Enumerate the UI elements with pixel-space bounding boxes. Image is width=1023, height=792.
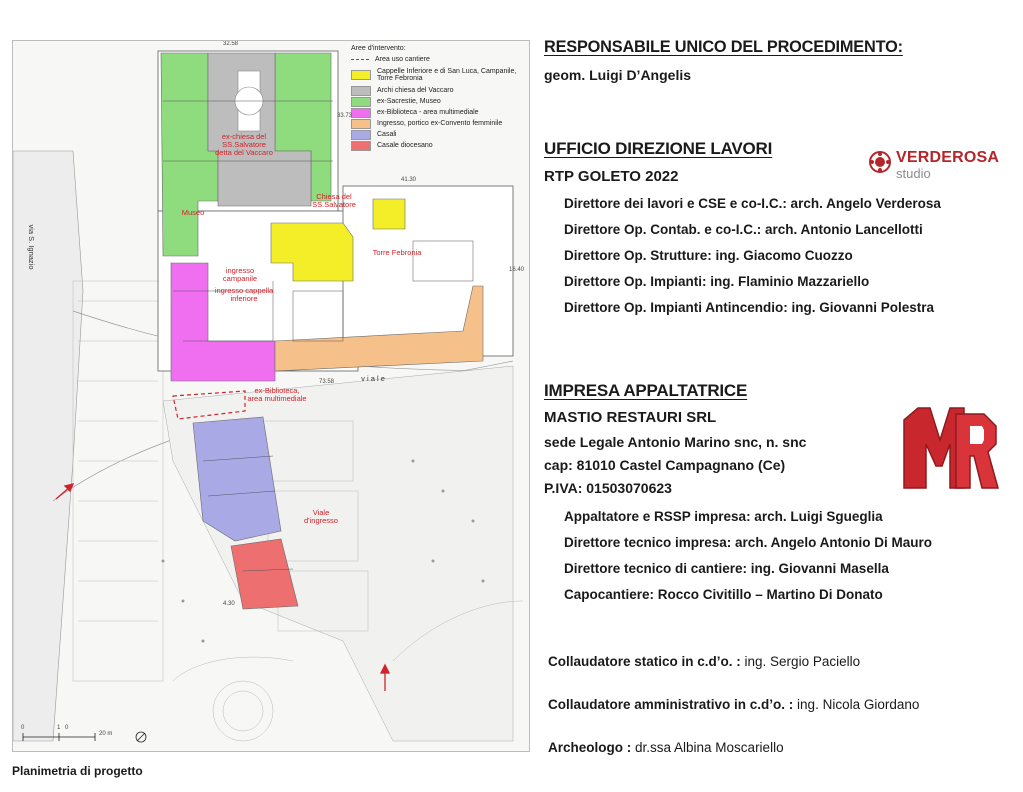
rup-heading: RESPONSABILE UNICO DEL PROCEDIMENTO: xyxy=(544,37,903,56)
legend-item: Area uso cantiere xyxy=(351,54,523,65)
label-viale: v i a l e xyxy=(361,374,385,383)
site-plan xyxy=(12,40,530,752)
udl-role: Direttore Op. Strutture: ing. Giacomo Cuozzo xyxy=(564,248,853,263)
dimension-label: 41.30 xyxy=(401,177,417,183)
legend-swatch xyxy=(351,97,371,107)
mastio-restauri-logo xyxy=(896,400,1006,492)
legend-swatch xyxy=(351,70,371,80)
impresa-address-line: cap: 81010 Castel Campagnano (Ce) xyxy=(544,457,786,473)
dimension-label: 73.58 xyxy=(319,379,335,385)
legend-swatch xyxy=(351,141,371,151)
impresa-heading: IMPRESA APPALTATRICE xyxy=(544,381,748,400)
collaudatore-statico xyxy=(548,654,860,669)
archeologo-label: Archeologo : xyxy=(548,740,632,755)
dimension-label: 32.58 xyxy=(223,41,239,47)
dimension-label: 16.40 xyxy=(509,267,525,273)
collaudatore-amministrativo xyxy=(548,697,919,712)
legend-item: Casale diocesano xyxy=(351,140,523,151)
label-chiesa-vaccaro: ex-chiesa del SS.Salvatore detta del Vaccaro xyxy=(215,132,273,157)
udl-heading: UFFICIO DIREZIONE LAVORI xyxy=(544,139,773,158)
verderosa-rose-icon xyxy=(868,150,892,174)
legend-title: Aree d'intervento: xyxy=(351,45,406,52)
legend-item: Archi chiesa del Vaccaro xyxy=(351,85,523,96)
label-museo: Museo xyxy=(181,208,205,217)
verderosa-logo xyxy=(868,146,1008,186)
verderosa-logo-sub: studio xyxy=(896,166,931,181)
rup-name: geom. Luigi D’Angelis xyxy=(544,67,692,83)
label-via-ignazio: via S. Ignazio xyxy=(27,224,36,270)
plan-caption: Planimetria di progetto xyxy=(12,764,143,778)
mr-logo-icon xyxy=(896,400,1006,492)
label-viale-ingresso: Viale d'ingresso xyxy=(304,508,338,525)
archeologo xyxy=(548,740,784,755)
scale-label: 0 xyxy=(21,725,25,731)
dimension-label: 4.30 xyxy=(223,601,235,607)
legend-item: Cappelle Inferiore e di San Luca, Campanile, Torre Febronia xyxy=(351,65,523,85)
collaudatore-amm-label: Collaudatore amministrativo in c.d’o. : xyxy=(548,697,794,712)
udl-role: Direttore Op. Impianti Antincendio: ing. Giovanni Polestra xyxy=(564,300,935,315)
impresa-name: MASTIO RESTAURI SRL xyxy=(544,409,717,426)
udl-role: Direttore dei lavori e CSE e co-I.C.: arch. Angelo Verderosa xyxy=(564,196,941,211)
collaudatore-statico-name: ing. Sergio Paciello xyxy=(740,654,861,669)
scale-label: 1 xyxy=(57,725,61,731)
impresa-role: Capocantiere: Rocco Civitillo – Martino Di Donato xyxy=(564,587,883,602)
legend-swatch xyxy=(351,108,371,118)
verderosa-logo-word: VERDEROSA xyxy=(896,149,1000,166)
scale-label: 20 m xyxy=(99,731,113,737)
legend-swatch xyxy=(351,119,371,129)
impresa-role: Direttore tecnico di cantiere: ing. Giovanni Masella xyxy=(564,561,889,576)
udl-role: Direttore Op. Contab. e co-I.C.: arch. Antonio Lancellotti xyxy=(564,222,923,237)
impresa-role: Direttore tecnico impresa: arch. Angelo Antonio Di Mauro xyxy=(564,535,933,550)
legend-item: ex-Sacrestie, Museo xyxy=(351,96,523,107)
label-ex-biblioteca: ex-Biblioteca, area multimediale xyxy=(247,386,307,403)
impresa-address-line: P.IVA: 01503070623 xyxy=(544,480,672,496)
label-chiesa-salvatore: Chiesa del SS.Salvatore xyxy=(312,192,356,209)
label-ingresso-cappella: ingresso cappella inferiore xyxy=(214,286,274,303)
plan-legend xyxy=(351,45,523,151)
collaudatore-statico-label: Collaudatore statico in c.d’o. : xyxy=(548,654,741,669)
impresa-address-line: sede Legale Antonio Marino snc, n. snc xyxy=(544,434,807,450)
legend-dash-swatch xyxy=(351,59,369,60)
rtp-name: RTP GOLETO 2022 xyxy=(544,168,679,185)
label-ingresso-campanile: ingresso campanile xyxy=(222,266,258,283)
archeologo-name: dr.ssa Albina Moscariello xyxy=(631,740,784,755)
legend-item: Ingresso, portico ex-Convento femminile xyxy=(351,118,523,129)
legend-item: ex-Biblioteca - area multimediale xyxy=(351,107,523,118)
dimension-label: 33.73 xyxy=(337,113,353,119)
label-torre-febronia: Torre Febronia xyxy=(372,248,422,257)
impresa-role: Appaltatore e RSSP impresa: arch. Luigi Sgueglia xyxy=(564,509,883,524)
collaudatore-amm-name: ing. Nicola Giordano xyxy=(793,697,920,712)
legend-swatch xyxy=(351,130,371,140)
udl-role: Direttore Op. Impianti: ing. Flaminio Mazzariello xyxy=(564,274,870,289)
legend-swatch xyxy=(351,86,371,96)
scale-label: 0 xyxy=(65,725,69,731)
legend-item: Casali xyxy=(351,129,523,140)
